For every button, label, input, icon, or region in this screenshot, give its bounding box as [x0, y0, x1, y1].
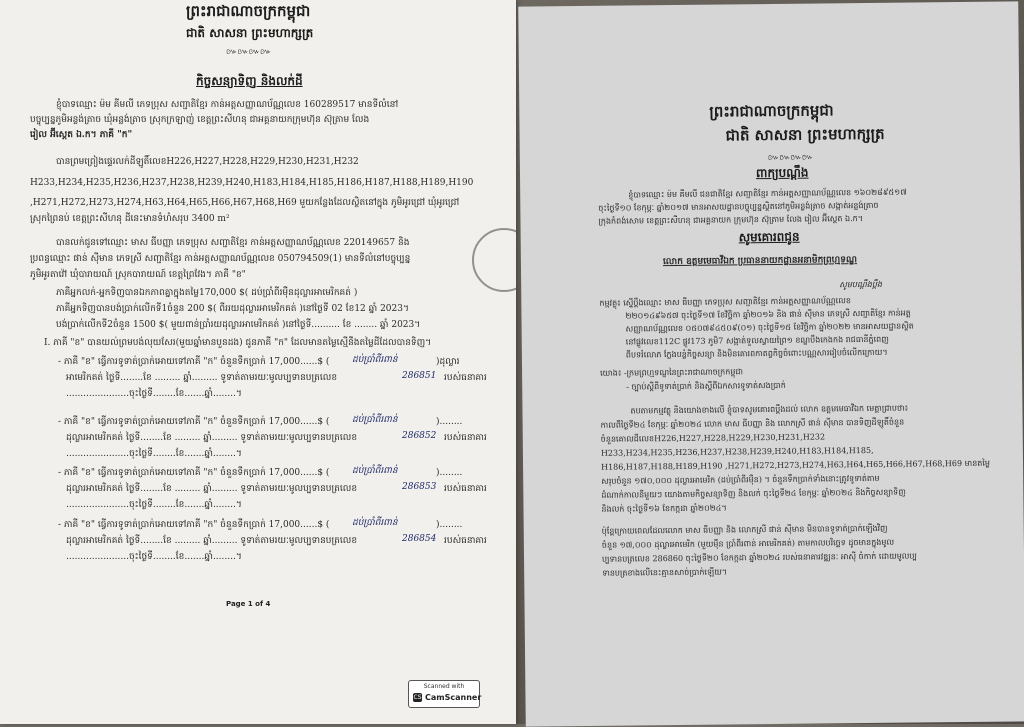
- body-line: H233,H234,H235,H236,H237,H238,H239,H240,H183,H184,H185,: [600, 445, 874, 458]
- body-line: H186,H187,H188,H189,H190 ,H271,H272,H273,H274,H63,H64,H65,H66,H67,H68,H69 មានតម្លៃ: [601, 458, 991, 472]
- body-line: និងលក់ ចុះថ្ងៃទី១៦ ខែកក្កដា ឆ្នាំ២០២៤។: [601, 503, 727, 514]
- installment-tail: របស់ធនាគារ: [444, 433, 487, 443]
- installment-line: ......................ចុះថ្ងៃទី........ខែ.......ឆ្នាំ........។: [66, 389, 242, 399]
- ornament: ៚៚៚៚: [767, 152, 814, 163]
- complaint-page: [518, 1, 1024, 726]
- motto-heading: ជាតិ សាសនា ព្រះមហាក្សត្រ: [186, 26, 314, 40]
- installment-tail: )........: [436, 468, 463, 478]
- installment-line: - ភាគី "ខ" ធ្វើការទូទាត់ប្រាក់អោយទៅភាគី "ក" ចំនួនទឹកប្រាក់ 17,000......$ (: [58, 357, 330, 367]
- complaint-subheading: សូមបណ្តឹងប្តឹង: [839, 279, 883, 290]
- scanner-brand: CamScanner: [425, 693, 482, 702]
- installment-line: អាមេរិកគត់ ថ្ងៃទី........ខែ ......... ឆ្នាំ......... ទូទាត់តាមរយៈមូលប្បទានបត្រលេខ: [66, 373, 338, 383]
- installment-line: ......................ចុះថ្ងៃទី........ខែ.......ឆ្នាំ........។: [66, 500, 242, 510]
- payment-2-line: បង់ប្រាក់លើកទី2ចំនួន 1500 $( មួយពាន់ប្រាំរយដុល្លារអាមេរិកគត់ )នៅថ្ងៃទី.......... ខែ ........ ឆ្នាំ 2023។: [56, 320, 421, 330]
- installment-line: - ភាគី "ខ" ធ្វើការទូទាត់ប្រាក់អោយទៅភាគី "ក" ចំនួនទឹកប្រាក់ 17,000......$ (: [58, 417, 330, 427]
- subject-line-5: ពីបទរំលោភ ក្លែងបន្លំកិច្ចសន្យា និងមិនគោរពកាតព្វកិច្ចចំពោះបណ្ណសាររៀបចំលើកក្រោយ។: [625, 347, 888, 360]
- installment-tail: )........: [436, 417, 463, 427]
- lots-line-4: ស្រុកព្រៃនប់ ខេត្តព្រះសីហនុ ដីនេះមានទំហំសរុប 3400 m²: [30, 214, 230, 224]
- body-line: ប្បទានបត្រលេខ 286860 ចុះថ្ងៃទី២០ ខែកក្កដា ឆ្នាំ២០២៤ របស់ធនាគារវឌ្ឍនៈ អាស៊ី ចំកាក់ ដោយមូលប្ប: [601, 551, 917, 564]
- handwritten-amount: ដប់ប្រាំពីរពាន់: [352, 518, 398, 528]
- basis-item: - ច្បាប់ស្តីពីទូទាត់ប្រាក់ និងស្តីពីឯកសារទូទាត់សងប្រាក់: [626, 380, 786, 392]
- installment-line: ដុល្លារអាមេរិកគត់ ថ្ងៃទី........ខែ ......... ឆ្នាំ......... ទូទាត់តាមរយៈមូលប្បទានបត្រលេខ: [66, 433, 358, 443]
- installment-line: ដុល្លារអាមេរិកគត់ ថ្ងៃទី........ខែ ......... ឆ្នាំ......... ទូទាត់តាមរយៈមូលប្បទានបត្រលេខ: [66, 484, 358, 494]
- kingdom-heading: ព្រះរាជាណាចក្រកម្ពុជា: [186, 2, 311, 20]
- clause-1: I. ភាគី "ខ" បានយល់ព្រមបង់លុយសែរ(មួយឆ្នាំមានបួនដង) ជូនភាគី "ក" ដែលមានតម្លៃស្មើនឹងតម្លៃដីដែលបានទិញ។: [44, 338, 432, 348]
- body-line: តបតាមកម្មវត្ថុ និងយោងខាងលើ ខ្ញុំបាទសូមគោរពប្តឹងដល់ លោក ឧត្តមមេធាវីឯក មេត្តាជ្រាបថា៖: [630, 403, 909, 416]
- installment-line: ......................ចុះថ្ងៃទី........ខែ.......ឆ្នាំ........។: [66, 552, 242, 562]
- ornament: ៚៚៚៚: [226, 47, 272, 56]
- document-title: ពាក្យបណ្ដឹង: [755, 165, 809, 181]
- seller-line-2: បច្ចុប្បន្នភូមិអន្លង់ត្រាច ឃុំអន្លង់ត្រាច ស្រុកក្រឡាញ់ ខេត្តព្រះសីហនុ ជាអគ្គនាយកក្រុមហ៊ុន ស៊ុត្រាម លែង: [30, 115, 370, 125]
- camscanner-badge: [408, 680, 480, 708]
- installment-line: ......................ចុះថ្ងៃទី........ខែ.......ឆ្នាំ........។: [66, 449, 242, 459]
- handwritten-amount: ដប់ប្រាំពីរពាន់: [352, 355, 398, 365]
- body-line: ដំណាក់កាលនីមួយៗ យោងតាមកិច្ចសន្យាទិញ និងលក់ ចុះថ្ងៃទី២៤ ខែកុម្ភៈ ឆ្នាំ២០២៤ និងកិច្ចសន្យាទិញ: [601, 487, 906, 500]
- subject-line-1: កម្មវត្ថុ៖ ស្នើប្តឹងឈ្មោះ មាស ធីបញ្ញា ភេទប្រុស សញ្ជាតិខ្មែរ កាន់អត្តសញ្ញាណប័ណ្ណលេខ: [599, 296, 851, 308]
- lots-line-2: H233,H234,H235,H236,H237,H238,H239,H240,H183,H184,H185,H186,H187,H188,H189,H190: [30, 178, 474, 188]
- body-line: ប៉ុន្តែក្រោយពេលដែលលោក មាស ធីបញ្ញា និង លោកស្រី ផាន់ ស៊ីមាន មិនបានទូទាត់ប្រាក់ឡើងវិញ: [601, 523, 888, 536]
- payment-1-line: ភាគីអ្នកទិញបានបង់ប្រាក់លើកទី1ចំនួន 200 $( ពីររយដុល្លារអាមេរិកគត់ )នៅថ្ងៃទី 02 ខែ12 ឆ្នាំ 2023។: [56, 304, 409, 314]
- intro-line-3: ក្រុងកំពង់សោម ខេត្តព្រះសីហនុ ជាអគ្គនាយក ក្រុមហ៊ុន ស៊ុត្រាម លែង រៀល អ៊ីស្តេត ឯ.ក។: [598, 214, 864, 226]
- installment-line: ដុល្លារអាមេរិកគត់ ថ្ងៃទី........ខែ ......... ឆ្នាំ......... ទូទាត់តាមរយៈមូលប្បទានបត្រលេខ: [66, 536, 358, 546]
- installment-tail: របស់ធនាគារ: [444, 536, 487, 546]
- installment-tail: )........: [436, 520, 463, 530]
- respect-heading: សូមគោរពជូន: [738, 229, 800, 245]
- body-line: ចំនួន ១៧,០០០ ដុល្លារអាមេរិក (មួយម៉ឺន ប្រាំពីរពាន់ អាមេរិកគត់) តាមកាលបរិច្ឆេទ ដូចមានក្នុងមូល: [601, 537, 895, 550]
- intro-line-2: ចុះថ្ងៃទី១០ ខែកុម្ភៈ ឆ្នាំ២០១៧ មានអាសយដ្ឋានបច្ចុប្បន្នស្ថិតនៅភូមិអន្លង់ត្រាច សង្កាត់អន្លង់ត្រាច: [598, 200, 879, 213]
- installment-line: - ភាគី "ខ" ធ្វើការទូទាត់ប្រាក់អោយទៅភាគី "ក" ចំនួនទឹកប្រាក់ 17,000......$ (: [58, 520, 330, 530]
- subject-line-4: នៅផ្លូវលេខ112C ផ្លូវ173 ភូមិ7 សង្កាត់ទួលស្វាយព្រៃ១ ខណ្ឌបឹងកេងកង រាជធានីភ្នំពេញ: [625, 334, 889, 347]
- subject-line-2: ២២០១៤៩៦៥៧ ចុះថ្ងៃទី១៧ ខែវិច្ឆិកា ឆ្នាំ២០១៦ និង ផាន់ ស៊ីមាន ភេទស្រី សញ្ជាតិខ្មែរ កាន់អត្ត: [625, 308, 911, 321]
- handwritten-cheque-number: 286851: [402, 371, 437, 381]
- seller-line-1: ខ្ញុំបាទឈ្មោះ ម៉ម គីមលី ភេទប្រុស សញ្ជាតិខ្មែរ កាន់អត្តសញ្ញាណប័ណ្ណលេខ 160289517 មានទីលំនៅ: [56, 100, 399, 110]
- body-line: ទានបត្រខាងលើនេះគ្មានសាច់ប្រាក់ឡើយ។: [602, 567, 728, 578]
- installment-tail: របស់ធនាគារ: [444, 373, 487, 383]
- lots-line-1: បានព្រមព្រៀងផ្ទេរលក់ដីឡូតិ៍លេខH226,H227,H228,H229,H230,H231,H232: [56, 157, 359, 167]
- addressee: លោក ឧត្តមមេធាវីឯក ប្រធាននាយកដ្ឋានអនាមិកព្រហ្មទណ្ឌ: [662, 255, 857, 268]
- intro-line-1: ខ្ញុំបាទឈ្មោះ ម៉ម គីមលី ជនជាតិខ្មែរ សញ្ជាតិខ្មែរ កាន់អត្តសញ្ញាណប័ណ្ណលេខ ១៦០២៨៩៥១៧: [628, 187, 907, 200]
- subject-line-3: សញ្ញាណប័ណ្ណលេខ ០៥០៧៩៤៥០៩(០១) ចុះថ្ងៃទី១៥ ខែវិច្ឆិកា ឆ្នាំ២០២២ មានអាសយដ្ឋានស្ថិត: [625, 321, 914, 334]
- handwritten-cheque-number: 286852: [402, 431, 437, 441]
- installment-tail: )ដុល្លារ: [436, 357, 460, 367]
- page-number: Page 1 of 4: [226, 600, 271, 608]
- installment-tail: របស់ធនាគារ: [444, 484, 487, 494]
- stamp-seal: [472, 228, 516, 292]
- body-line: កាលពីថ្ងៃទី២៤ ខែកុម្ភៈ ឆ្នាំ២០២៤ លោក មាស ធីបញ្ញា និង លោកស្រី ផាន់ ស៊ីមាន បានទិញដីឡូតិ៍ចំនួន: [600, 417, 905, 430]
- document-title: កិច្ចសន្យាទិញ និងលក់ដី: [196, 74, 303, 88]
- basis-line: យោង៖ -ក្រមព្រហ្មទណ្ឌនៃព្រះរាជាណាចក្រកម្ពុជា: [600, 367, 744, 378]
- kingdom-heading: ព្រះរាជាណាចក្រកម្ពុជា: [709, 101, 834, 121]
- buyer-line-2: ប្រពន្ធឈ្មោះ ផាន់ ស៊ីមាន ភេទស្រី សញ្ជាតិខ្មែរ កាន់អត្តសញ្ញាណប័ណ្ណលេខ 050794509(1) មានទីលំនៅបច្ចុប្បន្ន: [30, 254, 411, 264]
- handwritten-cheque-number: 286854: [402, 534, 437, 544]
- lots-line-3: ,H271,H272,H273,H274,H63,H64,H65,H66,H67,H68,H69 មួយកន្លែងដែលស្ថិតនៅក្នុង ភូមិអូរជ្រៅ ឃុំអូរជ្រៅ: [30, 198, 460, 208]
- price-line: ភាគីអ្នកលក់-អ្នកទិញបានឯកភាពគ្នាក្នុងតម្លៃ170,000 $( ដប់ប្រាំពីរម៉ឺនដុល្លារអាមេរិកគត់ ): [56, 288, 358, 298]
- installment-line: - ភាគី "ខ" ធ្វើការទូទាត់ប្រាក់អោយទៅភាគី "ក" ចំនួនទឹកប្រាក់ 17,000......$ (: [58, 468, 330, 478]
- motto-heading: ជាតិ សាសនា ព្រះមហាក្សត្រ: [725, 124, 885, 145]
- seller-line-3: រៀល អ៊ីស្តេត ឯ.ក។ ភាគី "ក": [30, 130, 133, 140]
- buyer-line-1: បានលក់ជូនទៅឈ្មោះ មាស ធីបញ្ញា ភេទប្រុស សញ្ជាតិខ្មែរ កាន់អត្តសញ្ញាណប័ណ្ណលេខ 220149657 និង: [56, 238, 410, 248]
- body-line: ចំនួនគោលដីលេខH226,H227,H228,H229,H230,H231,H232: [600, 432, 826, 444]
- body-line: សរុបចំនួន ១៧០,០០០ ដុល្លារអាមេរិក (ដប់ប្រាំពីរម៉ឺន) ។ ចំនួនទឹកប្រាក់ទាំងនោះត្រូវទូទាត់តាម: [601, 473, 880, 486]
- buyer-line-3: ភូមិអូរតាវ៉ៅ ឃុំបារាយណ៍ ស្រុកបារាយណ៍ ខេត្តព្រៃវែង។ ភាគី "ខ": [30, 270, 246, 280]
- scanner-caption: Scanned with: [423, 683, 465, 690]
- handwritten-cheque-number: 286853: [402, 482, 437, 492]
- handwritten-amount: ដប់ប្រាំពីរពាន់: [352, 466, 398, 476]
- handwritten-amount: ដប់ប្រាំពីរពាន់: [352, 415, 398, 425]
- camscanner-icon: CS: [413, 694, 422, 701]
